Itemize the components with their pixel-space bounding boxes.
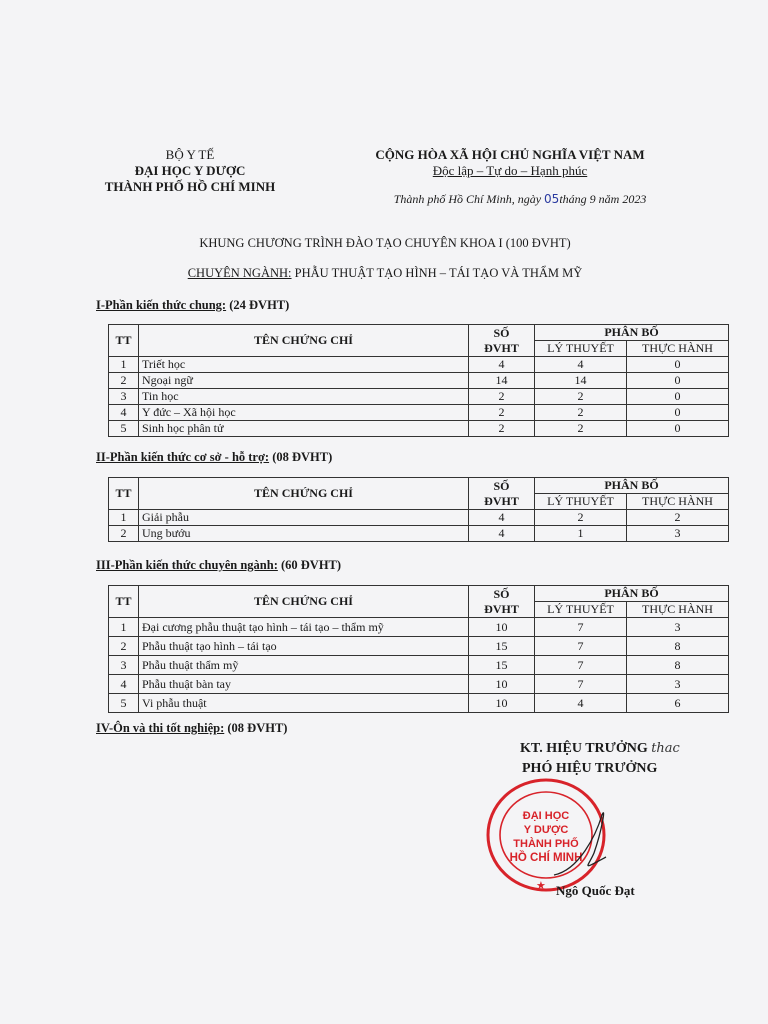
section-2-heading [96,450,332,465]
col-lythuyet: LÝ THUYẾT [535,341,627,357]
section-3-table [108,585,729,713]
subtitle-value: PHẪU THUẬT TẠO HÌNH – TÁI TẠO VÀ THẨM MỸ [291,266,583,280]
col-tt: TT [109,325,139,357]
section-2-credits: (08 ĐVHT) [269,450,333,464]
date-prefix: Thành phố Hồ Chí Minh, ngày [393,192,545,206]
col-thuchanh: THỰC HÀNH [627,494,729,510]
col-phanbo: PHÂN BỐ [535,586,729,602]
signature-subtitle: PHÓ HIỆU TRƯỞNG [522,761,658,776]
document-subtitle [80,266,690,281]
table-row: 1 Giải phẫu 4 2 2 [109,510,729,526]
col-name: TÊN CHỨNG CHỈ [139,478,469,510]
col-dvht: SỐ ĐVHT [469,586,535,618]
national-motto: Độc lập – Tự do – Hạnh phúc [432,163,588,178]
col-thuchanh: THỰC HÀNH [627,341,729,357]
table-row: 3 Tin học 2 2 0 [109,389,729,405]
col-tt: TT [109,478,139,510]
section-3-label: III-Phần kiến thức chuyên ngành: [96,558,278,572]
document-date [330,192,710,207]
seal-text-1: ĐẠI HỌC [522,810,570,822]
col-tt: TT [109,586,139,618]
section-1-table [108,324,729,437]
table-row: 1 Đại cương phẫu thuật tạo hình – tái tạo – thẩm mỹ 10 7 3 [109,618,729,637]
section-3-heading [96,558,341,573]
section-3-credits: (60 ĐVHT) [277,558,342,572]
section-2-label: II-Phần kiến thức cơ sở - hỗ trợ: [96,450,270,464]
col-dvht: SỐ ĐVHT [469,325,535,357]
ministry-name: BỘ Y TẾ [165,147,215,162]
col-lythuyet: LÝ THUYẾT [535,494,627,510]
col-thuchanh: THỰC HÀNH [627,602,729,618]
seal-text-4: HỒ CHÍ MINH [509,852,583,864]
col-phanbo: PHÂN BỐ [535,325,729,341]
col-name: TÊN CHỨNG CHỈ [139,586,469,618]
table-row: 5 Sinh học phân tử 2 2 0 [109,421,729,437]
table-row: 5 Vi phẫu thuật 10 4 6 [109,694,729,713]
table-row: 3 Phẫu thuật thẩm mỹ 15 7 8 [109,656,729,675]
national-header [340,147,680,179]
table-row: 1 Triết học 4 4 0 [109,357,729,373]
national-name: CỘNG HÒA XÃ HỘI CHỦ NGHĨA VIỆT NAM [375,147,645,162]
seal-star-icon: ★ [536,880,546,892]
table-row: 4 Phẫu thuật bàn tay 10 7 3 [109,675,729,694]
section-1-credits: (24 ĐVHT) [226,298,290,312]
section-4-credits: (08 ĐVHT) [224,721,288,735]
ministry-header [70,147,310,195]
section-4-label: IV-Ôn và thi tốt nghiệp: [96,721,225,735]
table-row: 2 Ngoại ngữ 14 14 0 [109,373,729,389]
date-suffix: tháng 9 năm 2023 [559,192,647,206]
document-title: KHUNG CHƯƠNG TRÌNH ĐÀO TẠO CHUYÊN KHOA I (100 ĐVHT) [199,236,571,250]
col-name: TÊN CHỨNG CHỈ [139,325,469,357]
col-dvht: SỐ ĐVHT [469,478,535,510]
signature-title: KT. HIỆU TRƯỞNG thac [520,741,680,756]
col-lythuyet: LÝ THUYẾT [535,602,627,618]
section-2-table [108,477,729,542]
table-row: 2 Phẫu thuật tạo hình – tái tạo 15 7 8 [109,637,729,656]
section-1-heading [96,298,289,313]
seal-text-3: THÀNH PHỐ [513,838,579,850]
subtitle-label: CHUYÊN NGÀNH: [187,266,292,280]
university-city: THÀNH PHỐ HỒ CHÍ MINH [104,179,276,194]
section-1-label: I-Phần kiến thức chung: [96,298,227,312]
seal-text-2: Y DƯỢC [523,824,569,836]
university-name: ĐẠI HỌC Y DƯỢC [134,163,246,178]
col-phanbo: PHÂN BỐ [535,478,729,494]
section-4-heading [96,721,287,736]
table-row: 4 Y đức – Xã hội học 2 2 0 [109,405,729,421]
signer-name: Ngô Quốc Đạt [556,883,635,898]
signature-initials: thac [651,741,680,756]
date-day: 05 [544,192,560,206]
table-row: 2 Ung bướu 4 1 3 [109,526,729,542]
university-seal [484,775,614,895]
